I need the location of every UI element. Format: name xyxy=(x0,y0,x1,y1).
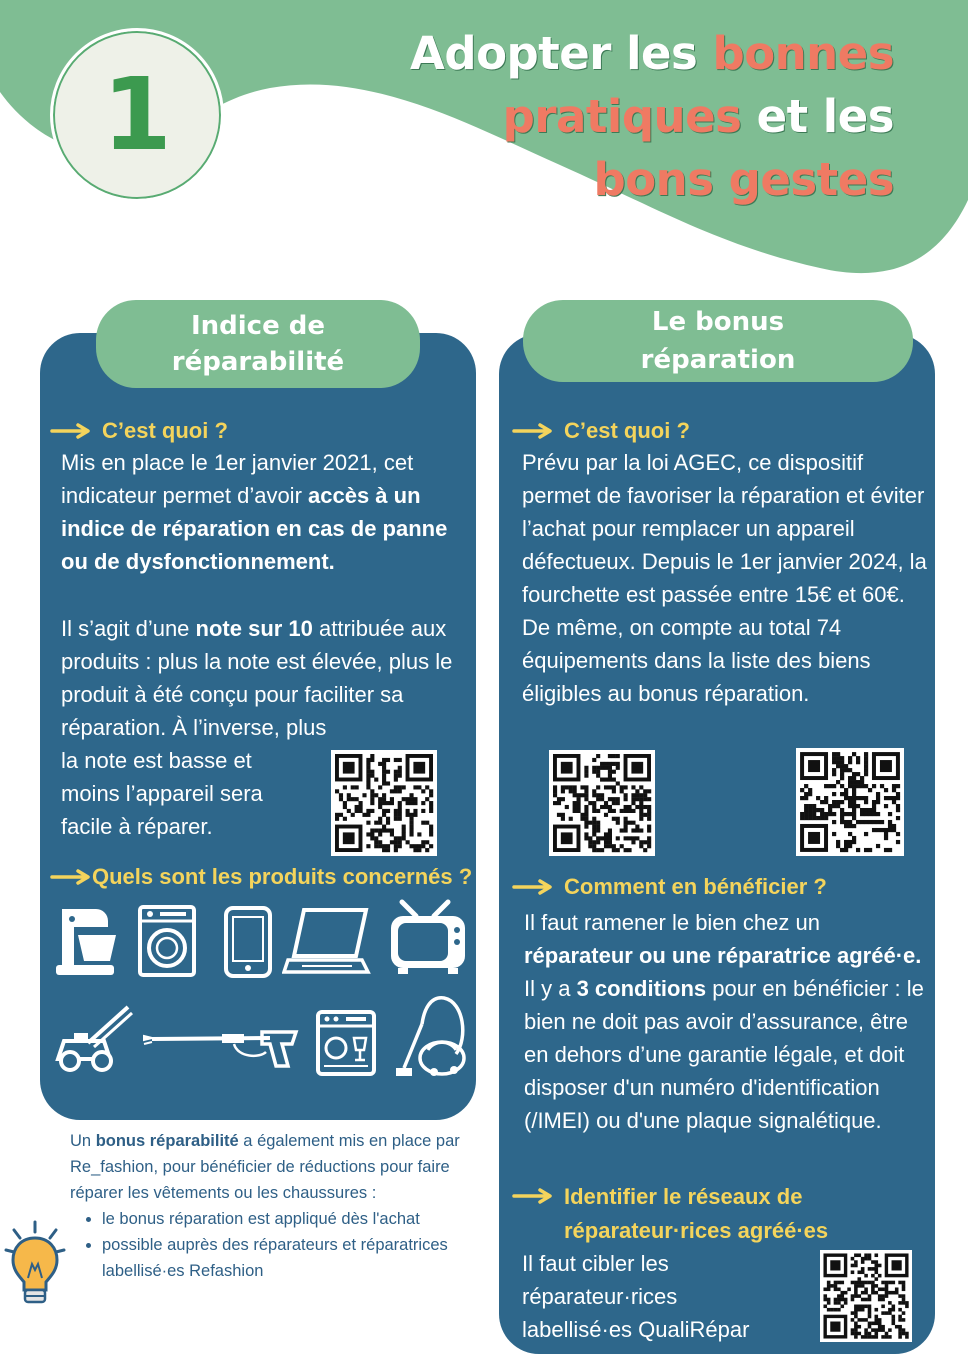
smartphone-icon xyxy=(223,905,273,979)
right-identify-text: Il faut cibler les réparateur·rices labellisé·es QualiRépar xyxy=(522,1251,750,1342)
television-icon xyxy=(388,898,468,978)
step-number: 1 xyxy=(102,56,172,173)
left-score-text-end: la note est basse et moins l’appareil sera facile à réparer. xyxy=(61,748,263,839)
arrow-right-icon xyxy=(512,423,554,439)
tip-intro: Un bonus réparabilité a également mis en place par Re_fashion, pour bénéficier de réductions pour faire réparer les vêtements ou les chaussures : xyxy=(70,1132,460,1202)
refashion-tip xyxy=(70,1128,470,1284)
washing-machine-icon xyxy=(138,905,196,977)
qr-code-left[interactable] xyxy=(331,750,437,856)
left-what-heading: C’est quoi ? xyxy=(50,418,228,444)
vacuum-cleaner-icon xyxy=(394,994,468,1078)
dishwasher-icon xyxy=(316,1010,376,1076)
lightbulb-icon xyxy=(4,1218,66,1310)
left-score-text: Il s’agit d’une note sur 10 attribuée aux produits : plus la note est élevée, plus le produit à été conçu pour faciliter sa réparation. À l’inverse, plus xyxy=(61,616,453,740)
right-identify-heading: Identifier le réseaux de réparateur·rices agréé·es xyxy=(512,1180,828,1248)
right-how-heading: Comment en bénéficier ? xyxy=(512,874,827,900)
arrow-right-icon xyxy=(512,1188,554,1204)
arrow-right-icon xyxy=(50,869,92,885)
qr-code-right-1[interactable] xyxy=(549,750,655,856)
pressure-washer-icon xyxy=(142,1022,302,1072)
arrow-right-icon xyxy=(50,423,92,439)
step-number-badge xyxy=(50,28,224,202)
tip-bullet: • le bonus réparation est appliqué dès l'achat xyxy=(102,1206,470,1232)
tip-bullet: • possible auprès des réparateurs et réparatrices labellisé·es Refashion xyxy=(102,1232,470,1284)
arrow-right-icon xyxy=(512,879,554,895)
laptop-icon xyxy=(282,906,374,978)
repairability-index-title: Indice de réparabilité xyxy=(96,300,420,388)
right-what-heading: C’est quoi ? xyxy=(512,418,690,444)
stand-mixer-icon xyxy=(52,905,122,977)
repair-bonus-title: Le bonus réparation xyxy=(523,300,913,382)
title-line-3: bons gestes xyxy=(593,153,894,206)
tip-bullets xyxy=(70,1206,470,1284)
left-what-text: Mis en place le 1er janvier 2021, cet indicateur permet d’avoir accès à un indice de réparation en cas de panne ou de dysfonctionnement. xyxy=(61,450,448,574)
qr-code-right-3[interactable] xyxy=(820,1250,912,1342)
title-line-1: Adopter les bonnes xyxy=(410,27,894,80)
right-what-text: Prévu par la loi AGEC, ce dispositif permet de favoriser la réparation et éviter l’achat pour remplacer un appareil défectueux. Depuis le 1er janvier 2024, la fourchette est passée entre 15€ et 60€. De même, on compte au total 74 équipements dans la liste des biens éligibles au bonus réparation. xyxy=(522,450,927,706)
title-line-2: pratiques et les xyxy=(502,90,894,143)
right-how-text: Il faut ramener le bien chez un réparateur ou une réparatrice agréé·e. Il y a 3 conditions pour en bénéficier : le bien ne doit pas avoir d’assurance, être en dehors d’une garantie légale, et doit disposer d'un numéro d'identification (/IMEI) ou d'une plaque signalétique. xyxy=(524,910,924,1133)
left-products-heading: Quels sont les produits concernés ? xyxy=(50,864,472,890)
qr-code-right-2[interactable] xyxy=(796,748,904,856)
page-title xyxy=(410,22,894,211)
lawn-mower-icon xyxy=(54,1003,134,1073)
